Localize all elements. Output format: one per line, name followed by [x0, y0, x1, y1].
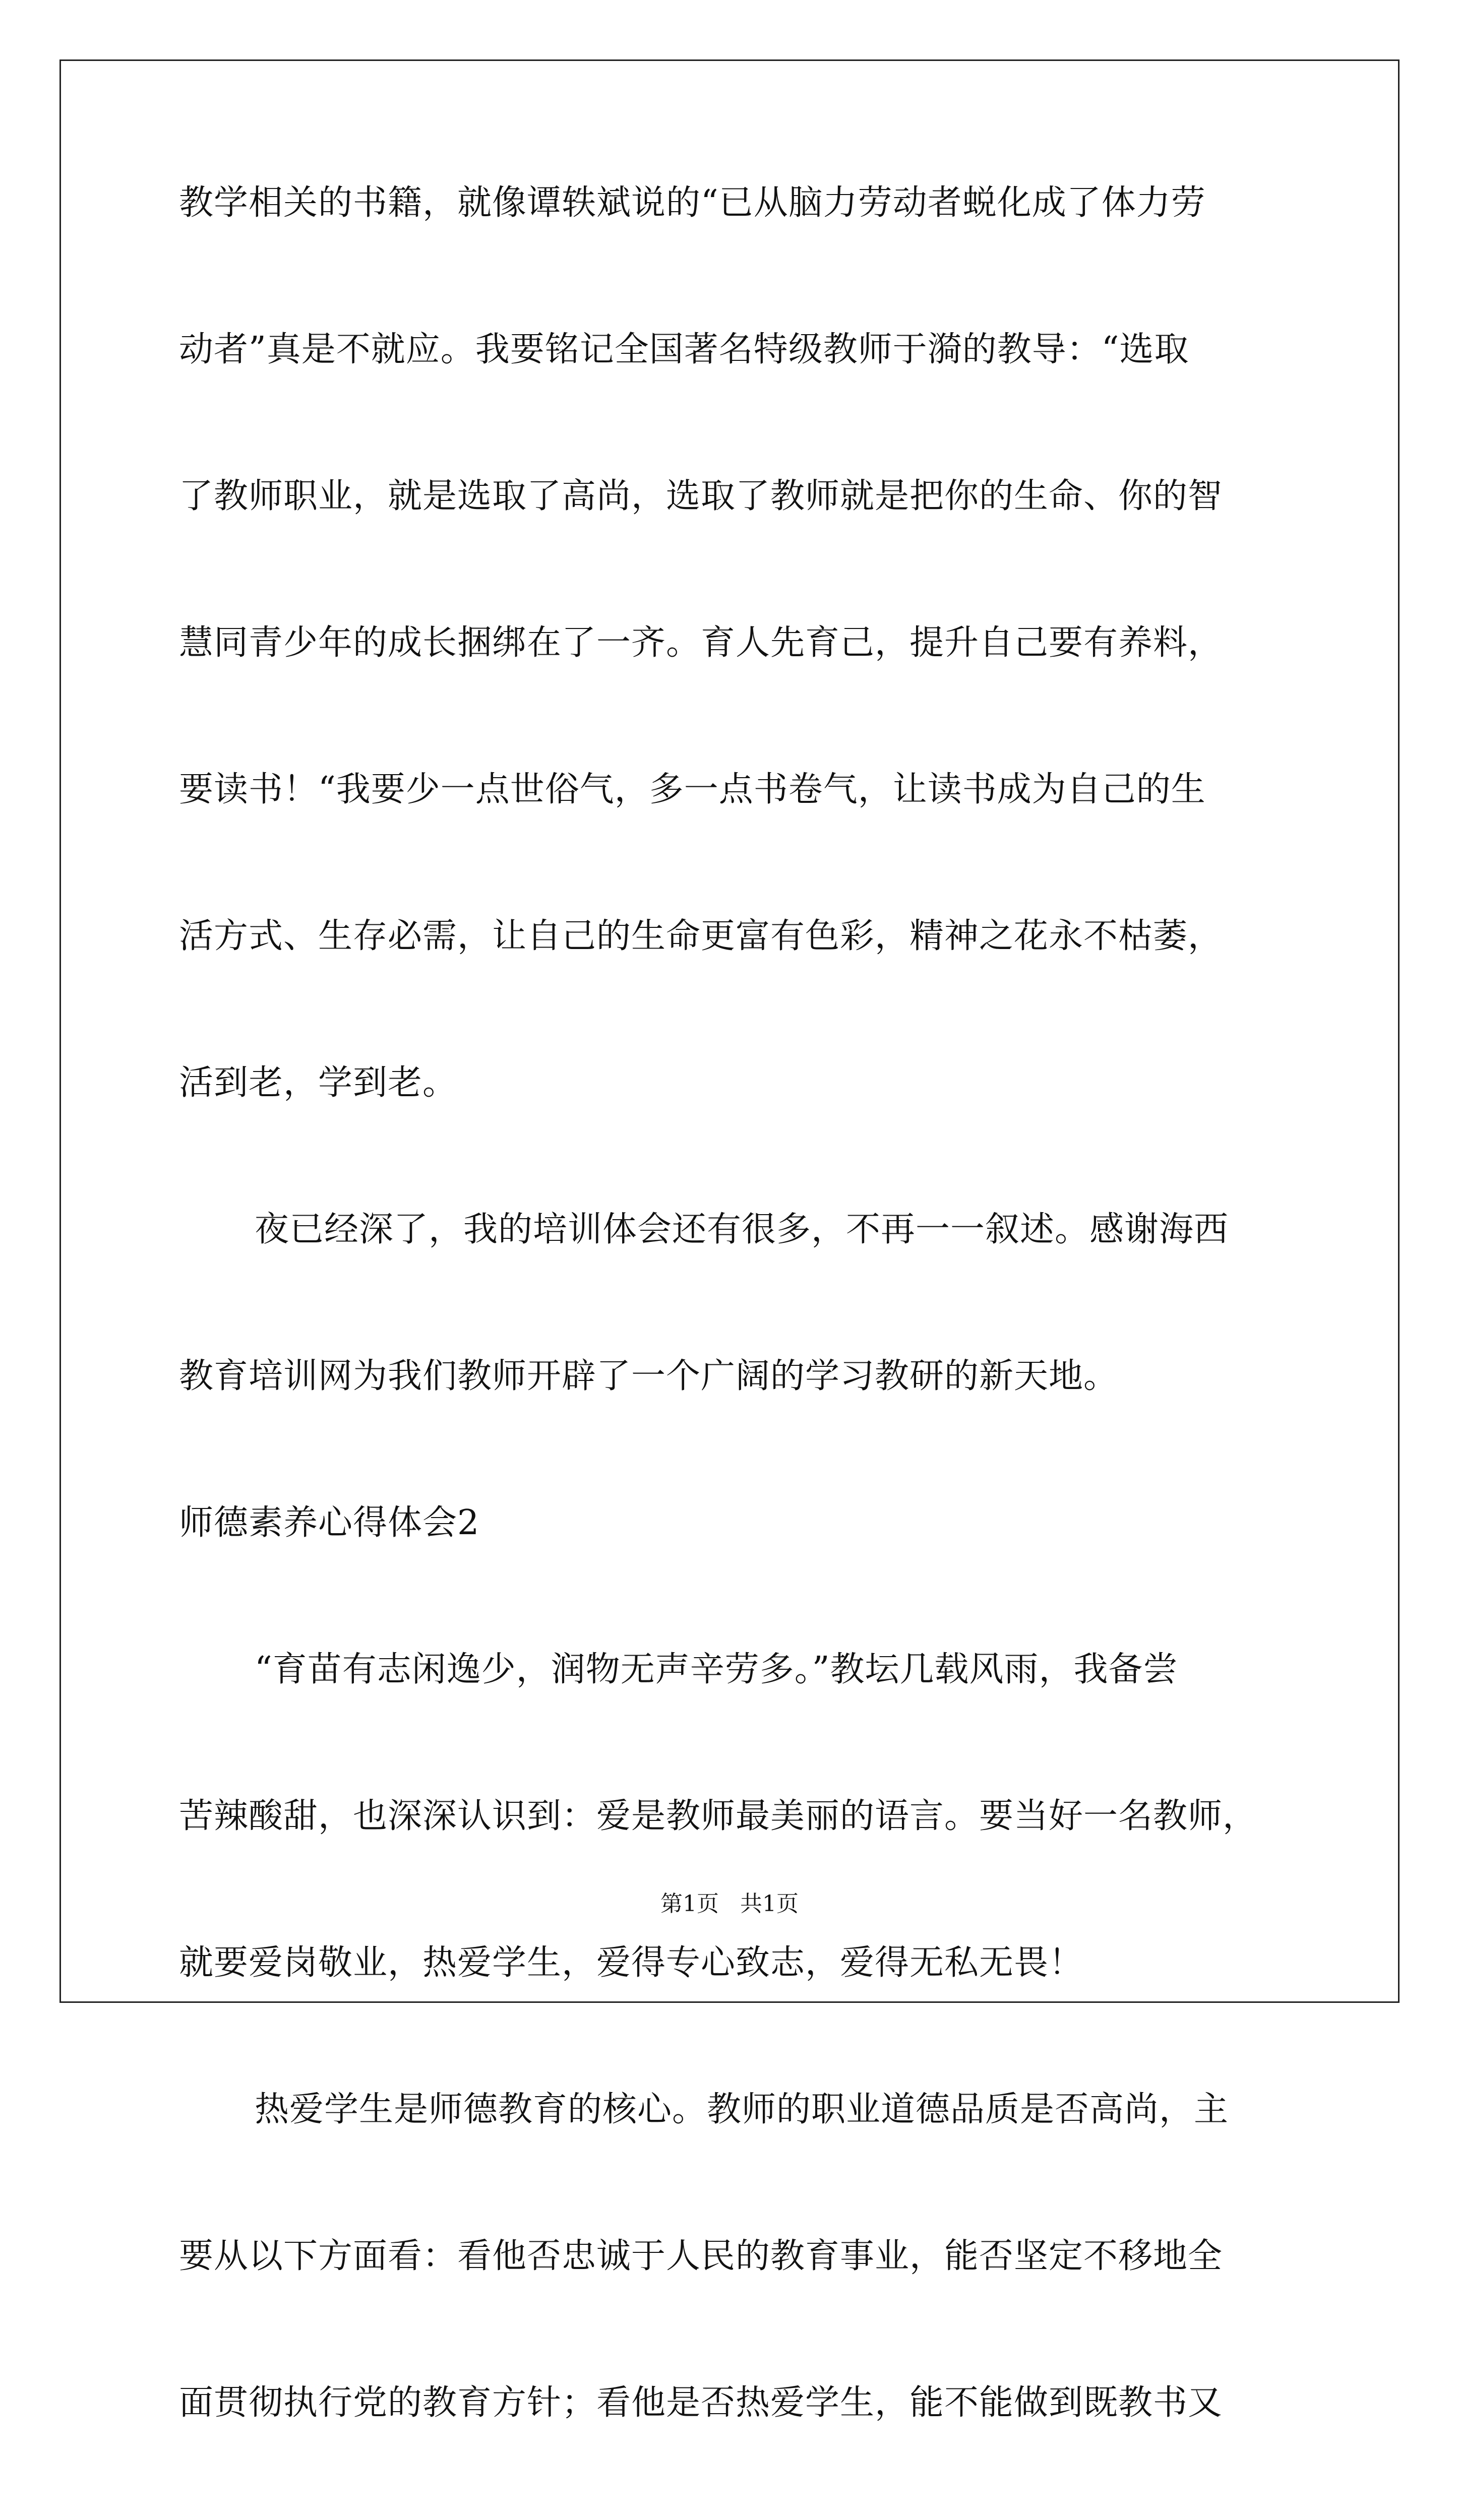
text-line: 苦辣酸甜，也深深认识到：爱是教师最美丽的语言。要当好一名教师， — [179, 1796, 1258, 1836]
text-line: 活方式、生存必需，让自己的生命更富有色彩，精神之花永不枯萎， — [179, 916, 1223, 956]
text-line: 活到老，学到老。 — [179, 1063, 458, 1103]
text-line: 要读书！“我要少一点世俗气，多一点书卷气，让读书成为自己的生 — [179, 770, 1206, 809]
text-line: 要从以下方面看：看他否忠诚于人民的教育事业，能否坚定不移地全 — [179, 2236, 1223, 2276]
document-body — [179, 179, 1288, 2520]
text-line: 教学相关的书籍，就像谭轶斌说的“已从脑力劳动者蜕化成了体力劳 — [179, 183, 1206, 223]
paragraph-start-line: “育苗有志闲逸少，润物无声辛劳多。”教坛几载风雨，我备尝 — [255, 1650, 1178, 1689]
text-line: 面贯彻执行党的教育方针；看他是否热爱学生，能不能做到既教书又 — [179, 2383, 1223, 2423]
page-footer — [0, 1889, 1459, 1919]
page-number-current: 第1页 — [660, 1891, 719, 1917]
page-number-total: 共1页 — [740, 1891, 799, 1917]
text-line: 教育培训网为我们教师开辟了一个广阔的学习教研的新天地。 — [179, 1356, 1119, 1396]
text-line: 动者”真是不就应。我要铭记全国著名特级教师于漪的教导：“选取 — [179, 330, 1189, 369]
text-line: 慧同青少年的成长捆绑在了一齐。育人先育己，提升自己要有养料， — [179, 623, 1223, 663]
paragraph-start-line: 夜已经深了，我的培训体会还有很多，不再一一叙述。感谢海西 — [255, 1210, 1229, 1249]
section-heading: 师德素养心得体会2 — [179, 1503, 480, 1543]
paragraph-start-line: 热爱学生是师德教育的核心。教师的职业道德品质是否高尚，主 — [255, 2090, 1229, 2129]
text-line: 了教师职业，就是选取了高尚，选取了教师就是把你的生命、你的智 — [179, 476, 1223, 516]
text-line: 就要爱岗敬业，热爱学生，爱得专心致志，爱得无私无畏！ — [179, 1943, 1084, 1983]
